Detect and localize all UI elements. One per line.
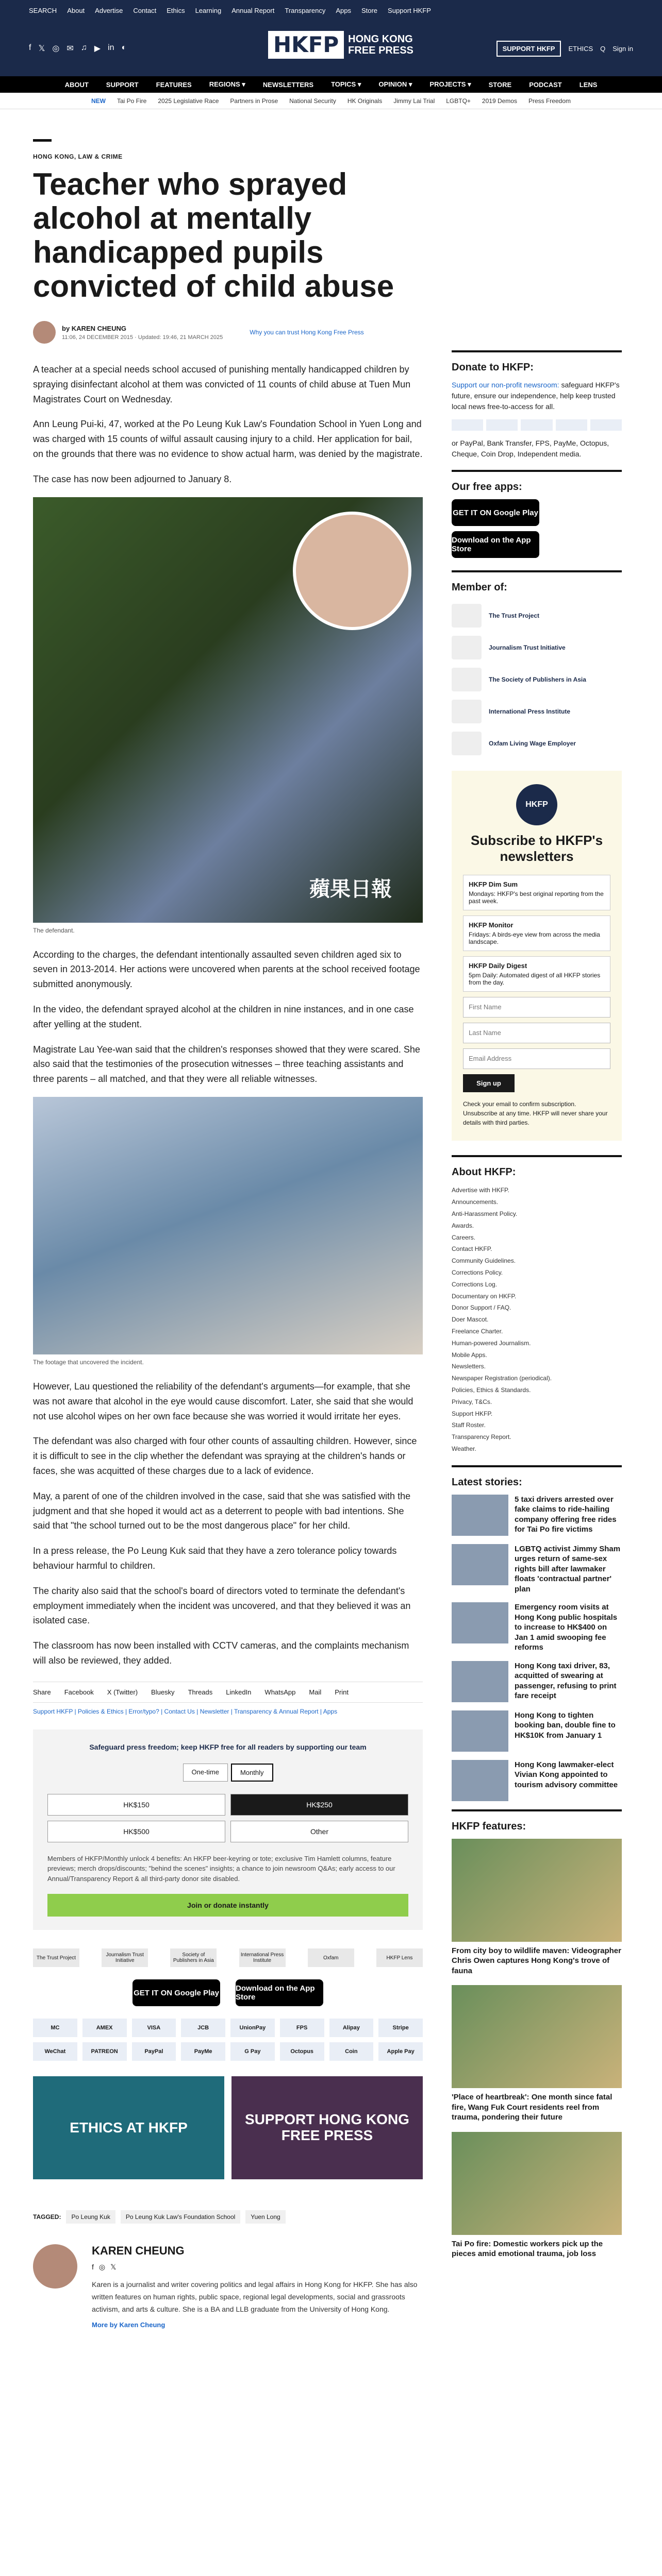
- about-link[interactable]: Announcements.: [452, 1198, 499, 1206]
- feature-item[interactable]: [452, 2132, 622, 2259]
- article-photo: [33, 497, 423, 923]
- share-bar: [33, 1682, 423, 1703]
- newsletter-heading: Subscribe to HKFP's newsletters: [470, 833, 603, 865]
- payment-logo: JCB: [181, 2019, 225, 2037]
- payment-logo: [556, 419, 587, 431]
- paragraph: Ann Leung Pui-ki, 47, worked at the Po Leung Kuk Law's Foundation School in Yuen Long and was charged with 15 counts of wilful assault causing injury to a child. Her application for bail, on the grounds that there was no evidence to show actual harm, was denied by the magistrate.: [33, 419, 423, 459]
- paragraph: May, a parent of one of the children involved in the case, said that she was satisfied with the judgment and that she hoped it would act as a deterrent to people with bad intentions. She said that "the school turned out to be the most dangerous place" for her child.: [33, 1490, 411, 1531]
- story-title: Hong Kong taxi driver, 83, acquitted of swearing at passenger, refusing to print fare receipt: [515, 1661, 617, 1701]
- feature-image: [452, 2132, 622, 2235]
- member-item[interactable]: [452, 604, 622, 628]
- sidebar-heading: Our free apps:: [452, 470, 622, 499]
- share-whatsapp[interactable]: WhatsApp: [264, 1688, 296, 1696]
- sidebar-heading: About HKFP:: [452, 1155, 622, 1184]
- policy-links[interactable]: Support HKFP | Policies & Ethics | Error/typo? | Contact Us | Newsletter | Transparency & Annual Report | Apps: [33, 1707, 338, 1715]
- about-link[interactable]: Donor Support / FAQ.: [452, 1304, 511, 1312]
- about-link[interactable]: Support HKFP.: [452, 1410, 493, 1417]
- sidebar-heading: Latest stories:: [452, 1465, 622, 1495]
- topbar-item[interactable]: Advertise: [95, 6, 123, 14]
- story-thumb: [452, 1495, 508, 1536]
- option-desc: Mondays: HKFP's best original reporting from the past week.: [469, 890, 604, 905]
- support-button[interactable]: SUPPORT HKFP: [496, 41, 561, 57]
- subnav-item[interactable]: Partners in Prose: [230, 97, 278, 105]
- author-byline[interactable]: by KAREN CHEUNG: [62, 324, 126, 332]
- payment-logo: AMEX: [82, 2019, 127, 2037]
- ethics-banner[interactable]: ETHICS AT HKFP: [33, 2076, 224, 2179]
- amount-options: [47, 1794, 408, 1842]
- payment-logo: PATREON: [82, 2042, 127, 2061]
- paragraph: The classroom has now been installed with CCTV cameras, and the complaints mechanism will also be reviewed, they added.: [33, 1640, 409, 1666]
- google-play-button[interactable]: GET IT ON Google Play: [452, 499, 539, 526]
- paragraph: In a press release, the Po Leung Kuk said that they have a zero tolerance policy towards behaviour harmful to children.: [33, 1546, 397, 1571]
- about-link[interactable]: Staff Roster.: [452, 1421, 486, 1429]
- photo-watermark: 蘋果日報: [309, 877, 392, 901]
- topbar-item[interactable]: Learning: [195, 6, 222, 14]
- share-linkedin[interactable]: LinkedIn: [226, 1688, 252, 1696]
- about-link[interactable]: Human-powered Journalism.: [452, 1339, 531, 1347]
- option-title: HKFP Daily Digest: [469, 962, 527, 970]
- story-title: Hong Kong lawmaker-elect Vivian Kong appointed to tourism advisory committee: [515, 1760, 618, 1789]
- donate-methods: or PayPal, Bank Transfer, FPS, PayMe, Octopus, Cheque, Coin Drop, Independent media.: [452, 439, 609, 458]
- payment-logo: VISA: [132, 2019, 176, 2037]
- partner-logo[interactable]: Journalism Trust Initiative: [102, 1948, 148, 1967]
- about-link[interactable]: Freelance Charter.: [452, 1327, 503, 1335]
- share-bluesky[interactable]: Bluesky: [151, 1688, 175, 1696]
- nav-item[interactable]: REGIONS ▾: [209, 80, 245, 88]
- payment-logo: [452, 419, 483, 431]
- paragraph: In the video, the defendant sprayed alcohol at the children in nine instances, and in one case after yelling at the student.: [33, 1004, 414, 1029]
- payment-logo: WeChat: [33, 2042, 77, 2061]
- nav-item[interactable]: PROJECTS ▾: [429, 80, 471, 88]
- logo-text-line: FREE PRESS: [348, 45, 413, 56]
- about-link[interactable]: Awards.: [452, 1222, 474, 1229]
- photo-inset: [293, 512, 411, 630]
- article-category[interactable]: HONG KONG, LAW & CRIME: [33, 153, 123, 160]
- payment-logo: [486, 419, 518, 431]
- share-mail[interactable]: Mail: [309, 1688, 322, 1696]
- promo-banners: [33, 2076, 423, 2179]
- article-dates: 11:06, 24 DECEMBER 2015 · Updated: 19:46, 21 MARCH 2025: [62, 334, 223, 341]
- payment-logo: Alipay: [329, 2019, 374, 2037]
- support-banner[interactable]: SUPPORT HONG KONG FREE PRESS: [231, 2076, 423, 2179]
- topbar-item[interactable]: SEARCH: [29, 6, 57, 14]
- signup-button[interactable]: Sign up: [463, 1074, 515, 1092]
- author-bio: Karen is a journalist and writer covering politics and legal affairs in Hong Kong for HKFP. She has also written features on human rights, public space, regional legal developments, social and grassroots activism, and arts & culture. She is a BA and LLB graduate from the University of Hong Kong.: [92, 2280, 418, 2313]
- story-item[interactable]: [452, 1495, 622, 1536]
- payment-logo: FPS: [280, 2019, 324, 2037]
- payment-logo: Octopus: [280, 2042, 324, 2061]
- newsletter-option[interactable]: [463, 956, 610, 992]
- option-desc: 5pm Daily: Automated digest of all HKFP stories from the day.: [469, 972, 601, 987]
- topbar: [0, 0, 662, 21]
- member-name: International Press Institute: [489, 708, 571, 715]
- about-link[interactable]: Documentary on HKFP.: [452, 1292, 517, 1300]
- payment-logo: G Pay: [230, 2042, 275, 2061]
- about-link[interactable]: Policies, Ethics & Standards.: [452, 1386, 531, 1394]
- paragraph: The case has now been adjourned to January 8.: [33, 473, 232, 484]
- story-item[interactable]: [452, 1661, 622, 1702]
- paragraph: A teacher at a special needs school accused of punishing mentally handicapped children by spraying disinfectant alcohol at them was convicted of 11 counts of child abuse at Tuen Mun Magistrates Court on Wednesday.: [33, 364, 411, 404]
- nav-item[interactable]: NEWSLETTERS: [262, 80, 314, 89]
- paragraph: The defendant was also charged with four other counts of assaulting children. However, since it is difficult to see in the clip whether the defendant was spraying at the children's hands or faces, she was acquitted of these charges due to a lack of evidence.: [33, 1436, 417, 1476]
- topbar-item[interactable]: Ethics: [167, 6, 185, 14]
- story-title: Hong Kong to tighten booking ban, double fine to HK$10K from January 1: [515, 1710, 616, 1740]
- sidebar-apps: [452, 499, 622, 570]
- sidebar-heading: Donate to HKFP:: [452, 350, 622, 380]
- logo-mark: HKFP: [268, 31, 344, 59]
- nav-item[interactable]: LENS: [579, 80, 598, 89]
- partner-logo[interactable]: HKFP Lens: [376, 1948, 423, 1967]
- share-print[interactable]: Print: [335, 1688, 349, 1696]
- story-thumb: [452, 1602, 508, 1643]
- story-thumb: [452, 1544, 508, 1585]
- linkedin-icon[interactable]: in: [108, 43, 114, 52]
- new-badge: NEW: [91, 97, 106, 105]
- story-thumb: [452, 1760, 508, 1801]
- member-item[interactable]: [452, 668, 622, 691]
- donate-body: safeguard HKFP's future, ensure our independence, help keep trusted local news free-to-access for all.: [452, 381, 620, 411]
- topbar-item[interactable]: Store: [361, 6, 378, 14]
- amount-option[interactable]: HK$250: [230, 1794, 408, 1816]
- feature-image: [452, 1839, 622, 1942]
- tag[interactable]: Yuen Long: [245, 2210, 285, 2224]
- app-store-button[interactable]: Download on the App Store: [236, 1979, 323, 2006]
- subnav-item[interactable]: 2025 Legislative Race: [158, 97, 219, 105]
- story-item[interactable]: [452, 1710, 622, 1752]
- feature-stories: [452, 1839, 622, 2259]
- partner-logo[interactable]: Oxfam: [308, 1948, 354, 1967]
- payment-methods: [452, 419, 622, 431]
- paragraph: However, Lau questioned the reliability of the defendant's arguments—for example, that she was not aware that alcohol in the eye would cause discomfort. Later, she said that she would not use alcohol wipes on her own face because she was worried it would irritate her eyes.: [33, 1381, 413, 1421]
- option-title: HKFP Monitor: [469, 921, 514, 929]
- amount-option[interactable]: HK$150: [47, 1794, 225, 1816]
- nav-item[interactable]: OPINION ▾: [378, 80, 412, 88]
- newsletter-box: [452, 771, 622, 1141]
- payment-logo: [521, 419, 552, 431]
- member-name: The Society of Publishers in Asia: [489, 676, 586, 683]
- donate-title: Safeguard press freedom; keep HKFP free for all readers by supporting our team: [89, 1742, 367, 1751]
- member-logo: [452, 636, 482, 659]
- nav-item[interactable]: STORE: [488, 80, 512, 89]
- option-desc: Fridays: A birds-eye view from across the media landscape.: [469, 931, 600, 946]
- feature-title: Tai Po fire: Domestic workers pick up the pieces amid emotional trauma, job loss: [452, 2239, 603, 2259]
- article: [33, 139, 423, 2329]
- more-by-author-link[interactable]: More by Karen Cheung: [92, 2320, 166, 2329]
- about-link[interactable]: Privacy, T&Cs.: [452, 1398, 492, 1405]
- last-name-field[interactable]: Last Name: [463, 1023, 610, 1043]
- story-item[interactable]: [452, 1544, 622, 1595]
- youtube-icon[interactable]: ▶: [94, 44, 101, 53]
- topbar-item[interactable]: About: [67, 6, 85, 14]
- site-header: [0, 21, 662, 76]
- about-link[interactable]: Newspaper Registration (periodical).: [452, 1375, 552, 1382]
- about-link[interactable]: Corrections Log.: [452, 1280, 498, 1288]
- facebook-icon[interactable]: f: [29, 43, 31, 52]
- subnav-item[interactable]: 2019 Demos: [482, 97, 517, 105]
- sidebar-heading: HKFP features:: [452, 1809, 622, 1839]
- about-link[interactable]: Transparency Report.: [452, 1433, 511, 1441]
- nav-item[interactable]: FEATURES: [156, 80, 192, 89]
- search-icon[interactable]: Q: [600, 44, 606, 53]
- photo-caption: The footage that uncovered the incident.: [33, 1358, 144, 1366]
- nav-item[interactable]: PODCAST: [529, 80, 562, 89]
- member-item[interactable]: [452, 732, 622, 755]
- subnav-item[interactable]: Tai Po Fire: [117, 97, 147, 105]
- payment-logo: Stripe: [378, 2019, 423, 2037]
- member-logo: [452, 700, 482, 723]
- tag[interactable]: Po Leung Kuk: [66, 2210, 115, 2224]
- member-name: Journalism Trust Initiative: [489, 644, 566, 651]
- byline: [33, 321, 423, 344]
- trust-link[interactable]: Why you can trust Hong Kong Free Press: [250, 329, 364, 336]
- topbar-item[interactable]: Contact: [133, 6, 157, 14]
- join-button[interactable]: Join or donate instantly: [47, 1894, 408, 1917]
- paragraph: According to the charges, the defendant intentionally assaulted seven children aged six to seven in 2013-2014. Her actions were uncovered when parents at the school received footage submitted anonymously.: [33, 949, 420, 990]
- header-actions: [496, 41, 633, 57]
- sidebar: [452, 350, 622, 2268]
- about-link[interactable]: Anti-Harassment Policy.: [452, 1210, 518, 1217]
- donate-link[interactable]: Support our non-profit newsroom:: [452, 381, 559, 389]
- topbar-item[interactable]: Support HKFP: [388, 6, 431, 14]
- partner-logos: [33, 1948, 423, 1967]
- author-avatar[interactable]: [33, 2244, 77, 2289]
- member-name: The Trust Project: [489, 612, 540, 619]
- share-x[interactable]: X (Twitter): [107, 1688, 138, 1696]
- share-facebook[interactable]: Facebook: [64, 1688, 94, 1696]
- about-link[interactable]: Doer Mascot.: [452, 1316, 489, 1324]
- topbar-item[interactable]: Transparency: [285, 6, 326, 14]
- divider: [33, 139, 52, 142]
- about-link[interactable]: Weather.: [452, 1445, 476, 1452]
- subnav-item[interactable]: HK Originals: [347, 97, 383, 105]
- about-link[interactable]: Community Guidelines.: [452, 1257, 516, 1265]
- member-logo: [452, 604, 482, 628]
- member-item[interactable]: [452, 636, 622, 659]
- feature-item[interactable]: [452, 1839, 622, 1976]
- paragraph: The charity also said that the school's board of directors voted to terminate the defendant's employment immediately when the incident was uncovered, and that they believed it was an isolated case.: [33, 1585, 411, 1626]
- social-links: [29, 43, 126, 54]
- nav-item[interactable]: SUPPORT: [106, 80, 139, 89]
- threads-icon[interactable]: ◐: [121, 43, 127, 52]
- tags-label: TAGGED:: [33, 2213, 61, 2221]
- amount-option[interactable]: Other: [230, 1821, 408, 1842]
- member-name: Oxfam Living Wage Employer: [489, 740, 576, 747]
- nav-item[interactable]: TOPICS ▾: [331, 80, 361, 88]
- member-item[interactable]: [452, 700, 622, 723]
- about-link[interactable]: Mobile Apps.: [452, 1351, 487, 1359]
- member-list: [452, 600, 622, 771]
- photo-caption: The defendant.: [33, 926, 75, 934]
- topic-subnav: [0, 93, 662, 109]
- payment-logo: PayMe: [181, 2042, 225, 2061]
- x-icon[interactable]: 𝕏: [38, 44, 45, 53]
- email-field[interactable]: Email Address: [463, 1048, 610, 1069]
- paragraph: Magistrate Lau Yee-wan said that the children's responses showed that they were scared. She also said that the testimonies of the prosecution witnesses – three teaching assistants and three parents – all matched, and that they were all reliable witnesses.: [33, 1044, 420, 1084]
- about-list: [452, 1184, 622, 1465]
- story-title: LGBTQ activist Jimmy Sham urges return of same-sex rights bill after lawmaker floats 'contractual partner' plan: [515, 1544, 621, 1594]
- story-thumb: [452, 1661, 508, 1702]
- frequency-toggle: [47, 1764, 408, 1782]
- payment-logo: Coin: [329, 2042, 374, 2061]
- tag[interactable]: Po Leung Kuk Law's Foundation School: [121, 2210, 240, 2224]
- author-box: [33, 2244, 423, 2328]
- newsletter-option[interactable]: [463, 916, 610, 951]
- article-title: Teacher who sprayed alcohol at mentally handicapped pupils convicted of child abuse: [33, 167, 394, 303]
- payment-logo: Apple Pay: [378, 2042, 423, 2061]
- google-play-button[interactable]: GET IT ON Google Play: [133, 1979, 220, 2006]
- subnav-item[interactable]: Jimmy Lai Trial: [393, 97, 435, 105]
- instagram-icon[interactable]: ◎: [52, 44, 60, 53]
- subnav-item[interactable]: LGBTQ+: [446, 97, 471, 105]
- instagram-icon[interactable]: ◎: [98, 2263, 111, 2272]
- donate-text: [452, 380, 622, 470]
- story-item[interactable]: [452, 1602, 622, 1653]
- ethics-link[interactable]: ETHICS: [568, 44, 593, 53]
- feature-item[interactable]: [452, 1985, 622, 2123]
- payment-logo: UnionPay: [230, 2019, 275, 2037]
- member-logo: [452, 732, 482, 755]
- author-name[interactable]: KAREN CHEUNG: [92, 2244, 185, 2258]
- newsletter-logo: HKFP: [516, 784, 557, 825]
- tag-list: [33, 2210, 423, 2224]
- signin-link[interactable]: Sign in: [613, 44, 633, 53]
- about-link[interactable]: Careers.: [452, 1233, 476, 1241]
- option-title: HKFP Dim Sum: [469, 880, 518, 889]
- donate-box: [33, 1730, 423, 1930]
- site-logo[interactable]: [268, 31, 413, 59]
- app-buttons: [33, 1979, 423, 2006]
- first-name-field[interactable]: First Name: [463, 997, 610, 1018]
- newsletter-option[interactable]: [463, 875, 610, 910]
- sidebar-heading: Member of:: [452, 570, 622, 600]
- tiktok-icon[interactable]: ♫: [80, 43, 87, 52]
- latest-stories: [452, 1495, 622, 1801]
- share-threads[interactable]: Threads: [188, 1688, 213, 1696]
- payment-logo: PayPal: [132, 2042, 176, 2061]
- topbar-item[interactable]: Annual Report: [231, 6, 275, 14]
- feature-image: [452, 1985, 622, 2088]
- subnav-item[interactable]: Press Freedom: [528, 97, 571, 105]
- about-link[interactable]: Advertise with HKFP.: [452, 1187, 509, 1194]
- logo-text: [348, 33, 413, 56]
- payment-logo: [590, 419, 622, 431]
- app-store-button[interactable]: Download on the App Store: [452, 531, 539, 558]
- story-item[interactable]: [452, 1760, 622, 1801]
- newsletter-note: Check your email to confirm subscription. Unsubscribe at any time. HKFP will never share your details with third parties.: [463, 1100, 608, 1127]
- main-nav: [0, 76, 662, 93]
- share-label: Share: [33, 1688, 51, 1696]
- donate-fineprint: Members of HKFP/Monthly unlock 4 benefits: An HKFP beer-keyring or tote; exclusive Tim Hamlett columns, feature previews; merch drops/discounts; "behind the scenes" insights; a chance to join newsroom Q&As; early access to our Annual/Transparency Report & all third-party donor site disabled.: [47, 1854, 395, 1883]
- about-link[interactable]: Newsletters.: [452, 1363, 486, 1370]
- amount-option[interactable]: HK$500: [47, 1821, 225, 1842]
- partner-logo[interactable]: International Press Institute: [239, 1948, 286, 1967]
- member-logo: [452, 668, 482, 691]
- partner-logo[interactable]: Society of Publishers in Asia: [170, 1948, 217, 1967]
- article-photo: [33, 1097, 423, 1354]
- story-title: Emergency room visits at Hong Kong public hospitals to increase to HK$400 on Jan 1 amid swooping fee reforms: [515, 1603, 618, 1652]
- avatar[interactable]: [33, 321, 56, 344]
- mail-icon[interactable]: ✉: [67, 44, 74, 53]
- x-icon[interactable]: 𝕏: [110, 2263, 122, 2272]
- monthly-option[interactable]: Monthly: [231, 1764, 273, 1782]
- one-time-option[interactable]: One-time: [183, 1764, 228, 1782]
- about-link[interactable]: Corrections Policy.: [452, 1268, 503, 1276]
- author-social: [92, 2263, 423, 2272]
- partner-logo[interactable]: The Trust Project: [33, 1948, 79, 1967]
- payment-methods: [33, 2019, 423, 2061]
- nav-item[interactable]: ABOUT: [64, 80, 89, 89]
- logo-text-line: HONG KONG: [348, 33, 413, 45]
- topbar-item[interactable]: Apps: [336, 6, 351, 14]
- subnav-item[interactable]: National Security: [289, 97, 336, 105]
- facebook-icon[interactable]: f: [92, 2263, 99, 2272]
- about-link[interactable]: Contact HKFP.: [452, 1245, 492, 1253]
- feature-title: From city boy to wildlife maven: Videographer Chris Owen captures Hong Kong's trove of fauna: [452, 1946, 621, 1975]
- story-thumb: [452, 1710, 508, 1752]
- story-title: 5 taxi drivers arrested over fake claims to ride-hailing company offering free rides for Tai Po fire victims: [515, 1495, 617, 1534]
- feature-title: 'Place of heartbreak': One month since fatal fire, Wang Fuk Court residents reel from trauma, pondering their future: [452, 2093, 613, 2122]
- payment-logo: MC: [33, 2019, 77, 2037]
